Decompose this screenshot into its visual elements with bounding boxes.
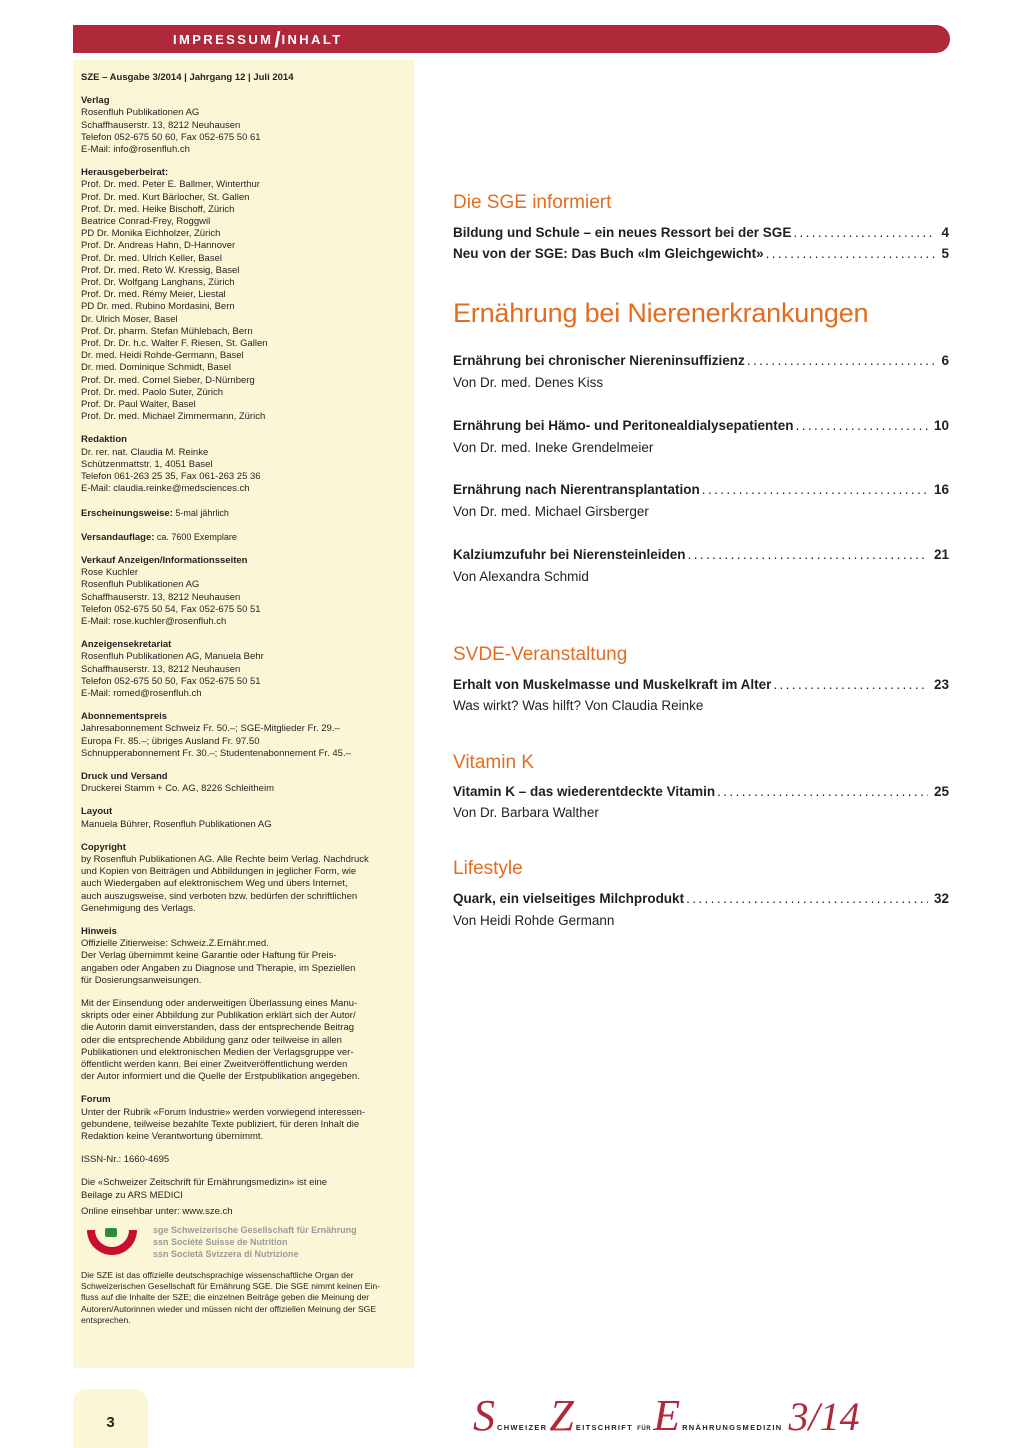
- header-title: [173, 27, 343, 52]
- redaktion-line: Telefon 061-263 25 35, Fax 061-263 25 36: [81, 471, 261, 483]
- toc-entry[interactable]: [453, 784, 949, 799]
- toc-section-title: SVDE-Veranstaltung: [453, 644, 628, 665]
- sze-logo-s: S: [473, 1391, 495, 1440]
- verkauf-line: Rosenfluh Publikationen AG: [81, 579, 200, 591]
- beirat-member: Beatrice Conrad-Frey, Roggwil: [81, 216, 211, 228]
- druck-heading: Druck und Versand: [81, 770, 168, 782]
- toc-dot-leader: [773, 677, 928, 692]
- toc-author: Von Dr. med. Denes Kiss: [453, 375, 604, 390]
- page-number: 3: [106, 1414, 115, 1431]
- sge-logo: [81, 1224, 406, 1260]
- hinweis-line: angaben oder Angaben zu Diagnose und Therapie, im Speziellen: [81, 962, 356, 974]
- sze-logo-e: E: [653, 1391, 681, 1440]
- verlag-heading: Verlag: [81, 95, 110, 107]
- toc-page-number: 23: [933, 677, 949, 692]
- beirat-block: [81, 167, 406, 423]
- beirat-member: Prof. Dr. med. Heike Bischoff, Zürich: [81, 203, 235, 215]
- verkauf-email: E-Mail: rose.kuchler@rosenfluh.ch: [81, 615, 227, 627]
- toc-page-number: 21: [933, 547, 949, 562]
- sze-logo-word: RNÄHRUNGSMEDIZIN: [682, 1423, 783, 1432]
- einsendung-line: skripts oder einer Abbildung zur Publikation erklärt sich der Autor/: [81, 1010, 356, 1022]
- toc-section-title: Die SGE informiert: [453, 192, 612, 213]
- verkauf-line: Rose Kuchler: [81, 567, 139, 579]
- verkauf-block: [81, 555, 406, 628]
- druck-line: Druckerei Stamm + Co. AG, 8226 Schleitheim: [81, 783, 274, 795]
- verlag-line: Telefon 052-675 50 60, Fax 052-675 50 61: [81, 131, 261, 143]
- toc-page-number: 5: [941, 246, 949, 261]
- toc-dot-leader: [796, 418, 928, 433]
- beirat-member: Prof. Dr. Andreas Hahn, D-Hannover: [81, 240, 236, 252]
- verlag-line: Schaffhauserstr. 13, 8212 Neuhausen: [81, 119, 241, 131]
- online-block: [81, 1206, 406, 1218]
- redaktion-line: Dr. rer. nat. Claudia M. Reinke: [81, 446, 209, 458]
- abo-heading: Abonnementspreis: [81, 711, 168, 723]
- toc-author: Von Dr. med. Michael Girsberger: [453, 504, 649, 519]
- toc-entry-title: Bildung und Schule – ein neues Ressort bei der SGE: [453, 225, 792, 240]
- erscheinung-block: [81, 507, 406, 520]
- beirat-member: Prof. Dr. Dr. h.c. Walter F. Riesen, St. Gallen: [81, 338, 268, 350]
- toc-page-number: 25: [933, 784, 949, 799]
- beilage-line: Beilage zu ARS MEDICI: [81, 1189, 183, 1201]
- einsendung-line: öffentlicht werden kann. Bei einer Zweitveröffentlichung werden: [81, 1059, 348, 1071]
- einsendung-line: Publikationen und elektronischen Medien der Verlagsgruppe ver-: [81, 1046, 354, 1058]
- toc-dot-leader: [793, 225, 935, 240]
- beilage-block: [81, 1177, 406, 1201]
- toc-dot-leader: [702, 482, 928, 497]
- toc-dot-leader: [686, 891, 928, 906]
- header-slash: /: [274, 27, 281, 52]
- hinweis-line: für Dosierungsanweisungen.: [81, 974, 202, 986]
- online-line: Online einsehbar unter: www.sze.ch: [81, 1205, 233, 1217]
- header-title-inhalt: INHALT: [281, 32, 343, 47]
- forum-line: Unter der Rubrik «Forum Industrie» werden vorwiegend interessen-: [81, 1106, 366, 1118]
- copyright-line: und Kopien von Beiträgen und Abbildungen in jeglicher Form, wie: [81, 866, 357, 878]
- hinweis-line: Der Verlag übernimmt keine Garantie oder Haftung für Preis-: [81, 950, 337, 962]
- layout-line: Manuela Bührer, Rosenfluh Publikationen AG: [81, 818, 272, 830]
- toc-author: Von Heidi Rohde Germann: [453, 913, 615, 928]
- redaktion-heading: Redaktion: [81, 434, 127, 446]
- header-title-impressum: IMPRESSUM: [173, 32, 274, 47]
- toc-dot-leader: [747, 353, 936, 368]
- sekretariat-line: Schaffhauserstr. 13, 8212 Neuhausen: [81, 663, 241, 675]
- verlag-email: E-Mail: info@rosenfluh.ch: [81, 144, 190, 156]
- sge-logo-line: ssn Société Suisse de Nutrition: [153, 1237, 288, 1248]
- verlag-line: Rosenfluh Publikationen AG: [81, 107, 200, 119]
- copyright-line: auch Wiedergaben auf elektronischem Weg und übers Internet,: [81, 878, 348, 890]
- impressum-column: [73, 60, 414, 1368]
- sge-logo-line: sge Schweizerische Gesellschaft für Ernährung: [153, 1225, 357, 1236]
- footnote-line: entsprechen.: [81, 1314, 131, 1325]
- einsendung-line: oder die entsprechende Abbildung ganz oder teilweise in allen: [81, 1034, 342, 1046]
- footnote-line: Die SZE ist das offizielle deutschsprachige wissenschaftliche Organ der: [81, 1270, 354, 1281]
- footnote-line: Autoren/Autorinnen wieder und müssen nicht der offiziellen Meinung der SGE: [81, 1303, 377, 1314]
- beirat-member: Dr. med. Dominique Schmidt, Basel: [81, 362, 231, 374]
- abo-line: Jahresabonnement Schweiz Fr. 50.–; SGE-Mitglieder Fr. 29.–: [81, 723, 340, 735]
- toc-page-number: 6: [941, 353, 949, 368]
- toc-entry[interactable]: [453, 225, 949, 240]
- toc-entry-title: Ernährung bei Hämo- und Peritonealdialysepatienten: [453, 418, 794, 433]
- verkauf-line: Telefon 052-675 50 54, Fax 052-675 50 51: [81, 603, 261, 615]
- toc-entry-title: Vitamin K – das wiederentdeckte Vitamin: [453, 784, 716, 799]
- erscheinung-heading: Erscheinungsweise:: [81, 507, 173, 519]
- toc-entry[interactable]: [453, 246, 949, 261]
- abo-block: [81, 711, 406, 760]
- toc-entry-title: Ernährung nach Nierentransplantation: [453, 482, 700, 497]
- toc-author: Was wirkt? Was hilft? Von Claudia Reinke: [453, 698, 704, 713]
- einsendung-line: der Autor informiert und die Quelle der Erstpublikation angegeben.: [81, 1071, 360, 1083]
- toc-page-number: 16: [933, 482, 949, 497]
- beirat-heading: Herausgeberbeirat:: [81, 167, 169, 179]
- sze-issue-number: 3/14: [788, 1394, 860, 1439]
- beirat-member: Prof. Dr. med. Cornel Sieber, D-Nürnberg: [81, 374, 255, 386]
- toc-author: Von Alexandra Schmid: [453, 569, 589, 584]
- toc-dot-leader: [688, 547, 928, 562]
- copyright-heading: Copyright: [81, 841, 126, 853]
- sekretariat-block: [81, 639, 406, 700]
- toc-author: Von Dr. Barbara Walther: [453, 805, 599, 820]
- sze-logo-z: Z: [549, 1391, 574, 1440]
- footnote-line: Schweizerischen Gesellschaft für Ernährung SGE. Die SGE nimmt keinen Ein-: [81, 1281, 380, 1292]
- footnote-line: fluss auf die Inhalte der SZE; die einzelnen Beiträge geben die Meinung der: [81, 1292, 370, 1303]
- beirat-member: PD Dr. Monika Eichholzer, Zürich: [81, 228, 221, 240]
- toc-page-number: 32: [933, 891, 949, 906]
- copyright-line: auch auszugsweise, sind verboten bzw. bedürfen der schriftlichen: [81, 890, 358, 902]
- beirat-member: Prof. Dr. med. Ulrich Keller, Basel: [81, 252, 222, 264]
- forum-line: gebundene, teilweise bezahlte Texte publiziert, für deren Inhalt die: [81, 1118, 360, 1130]
- toc-entry-title: Neu von der SGE: Das Buch «Im Gleichgewicht»: [453, 246, 764, 261]
- layout-heading: Layout: [81, 806, 113, 818]
- sze-logo-word: EITSCHRIFT: [575, 1423, 634, 1432]
- erscheinung-value: 5-mal jährlich: [172, 507, 229, 518]
- sge-logo-icon: [83, 1224, 141, 1260]
- copyright-line: Genehmigung des Verlags.: [81, 902, 196, 914]
- beirat-member: PD Dr. med. Rubino Mordasini, Bern: [81, 301, 235, 313]
- forum-heading: Forum: [81, 1094, 111, 1106]
- issn-line: ISSN-Nr.: 1660-4695: [81, 1154, 170, 1166]
- hinweis-line: Offizielle Zitierweise: Schweiz.Z.Ernähr.med.: [81, 938, 269, 950]
- toc-entry-title: Ernährung bei chronischer Niereninsuffizienz: [453, 353, 745, 368]
- toc-dot-leader: [766, 246, 936, 261]
- layout-block: [81, 806, 406, 830]
- toc-entry[interactable]: [453, 547, 949, 562]
- redaktion-email: E-Mail: claudia.reinke@medsciences.ch: [81, 483, 250, 495]
- issue-line: SZE – Ausgabe 3/2014 | Jahrgang 12 | Juli 2014: [81, 72, 294, 83]
- sze-logo-word: FÜR: [637, 1426, 652, 1432]
- forum-line: Redaktion keine Verantwortung übernimmt.: [81, 1131, 264, 1143]
- druck-block: [81, 771, 406, 795]
- verlag-block: [81, 95, 406, 156]
- toc-entry[interactable]: [453, 353, 949, 368]
- beilage-line: Die «Schweizer Zeitschrift für Ernährungsmedizin» ist eine: [81, 1177, 328, 1189]
- beirat-member: Prof. Dr. med. Rémy Meier, Liestal: [81, 289, 226, 301]
- copyright-line: by Rosenfluh Publikationen AG. Alle Rechte beim Verlag. Nachdruck: [81, 853, 369, 865]
- abo-line: Schnupperabonnement Fr. 30.–; Studentenabonnement Fr. 45.–: [81, 747, 351, 759]
- verkauf-heading: Verkauf Anzeigen/Informationsseiten: [81, 554, 248, 566]
- beirat-member: Prof. Dr. pharm. Stefan Mühlebach, Bern: [81, 325, 253, 337]
- copyright-block: [81, 842, 406, 915]
- sekretariat-line: Rosenfluh Publikationen AG, Manuela Behr: [81, 651, 264, 663]
- verkauf-line: Schaffhauserstr. 13, 8212 Neuhausen: [81, 591, 241, 603]
- toc-main-title: Ernährung bei Nierenerkrankungen: [453, 298, 869, 328]
- beirat-member: Prof. Dr. med. Reto W. Kressig, Basel: [81, 264, 240, 276]
- sekretariat-email: E-Mail: romed@rosenfluh.ch: [81, 687, 202, 699]
- hinweis-block: [81, 926, 406, 987]
- toc-entry-title: Kalziumzufuhr bei Nierensteinleiden: [453, 547, 686, 562]
- sekretariat-line: Telefon 052-675 50 50, Fax 052-675 50 51: [81, 675, 261, 687]
- sge-logo-line: ssn Società Svizzera di Nutrizione: [153, 1249, 299, 1260]
- einsendung-block: [81, 998, 406, 1083]
- toc-page-number: 4: [941, 225, 949, 240]
- toc-entry-title: Quark, ein vielseitiges Milchprodukt: [453, 891, 685, 906]
- einsendung-line: die Autorin damit einverstanden, dass der entsprechende Beitrag: [81, 1022, 355, 1034]
- hinweis-heading: Hinweis: [81, 925, 117, 937]
- toc-entry-title: Erhalt von Muskelmasse und Muskelkraft im Alter: [453, 677, 772, 692]
- toc-entry[interactable]: [453, 418, 949, 433]
- beirat-member: Prof. Dr. med. Michael Zimmermann, Zürich: [81, 411, 266, 423]
- forum-block: [81, 1094, 406, 1143]
- toc-dot-leader: [717, 784, 928, 799]
- sekretariat-heading: Anzeigensekretariat: [81, 639, 172, 651]
- abo-line: Europa Fr. 85.–; übriges Ausland Fr. 97.50: [81, 735, 260, 747]
- toc-section-title: Lifestyle: [453, 858, 523, 879]
- toc-author: Von Dr. med. Ineke Grendelmeier: [453, 440, 654, 455]
- beirat-member: Prof. Dr. med. Kurt Bärlocher, St. Gallen: [81, 191, 250, 203]
- sge-logo-text: [153, 1224, 357, 1260]
- beirat-member: Prof. Dr. Wolfgang Langhans, Zürich: [81, 277, 235, 289]
- redaktion-line: Schützenmattstr. 1, 4051 Basel: [81, 458, 213, 470]
- sze-logo-word: CHWEIZER: [497, 1423, 548, 1432]
- issn-block: [81, 1154, 406, 1166]
- toc-section-title: Vitamin K: [453, 752, 534, 773]
- beirat-member: Dr. med. Heidi Rohde-Germann, Basel: [81, 350, 244, 362]
- beirat-member: Prof. Dr. Paul Walter, Basel: [81, 399, 196, 411]
- beirat-member: Dr. Ulrich Moser, Basel: [81, 313, 178, 325]
- toc-page-number: 10: [933, 418, 949, 433]
- sze-logo: [473, 1393, 860, 1439]
- toc-entry[interactable]: [453, 677, 949, 692]
- auflage-value: ca. 7600 Exemplare: [154, 531, 237, 542]
- toc-entry[interactable]: [453, 482, 949, 497]
- sge-footnote: [81, 1270, 406, 1326]
- toc-entry[interactable]: [453, 891, 949, 906]
- beirat-member: Prof. Dr. med. Peter E. Ballmer, Winterthur: [81, 179, 260, 191]
- auflage-block: [81, 531, 406, 544]
- auflage-heading: Versandauflage:: [81, 531, 155, 543]
- beirat-member: Prof. Dr. med. Paolo Suter, Zürich: [81, 386, 224, 398]
- redaktion-block: [81, 434, 406, 495]
- einsendung-line: Mit der Einsendung oder anderweitigen Überlassung eines Manu-: [81, 998, 358, 1009]
